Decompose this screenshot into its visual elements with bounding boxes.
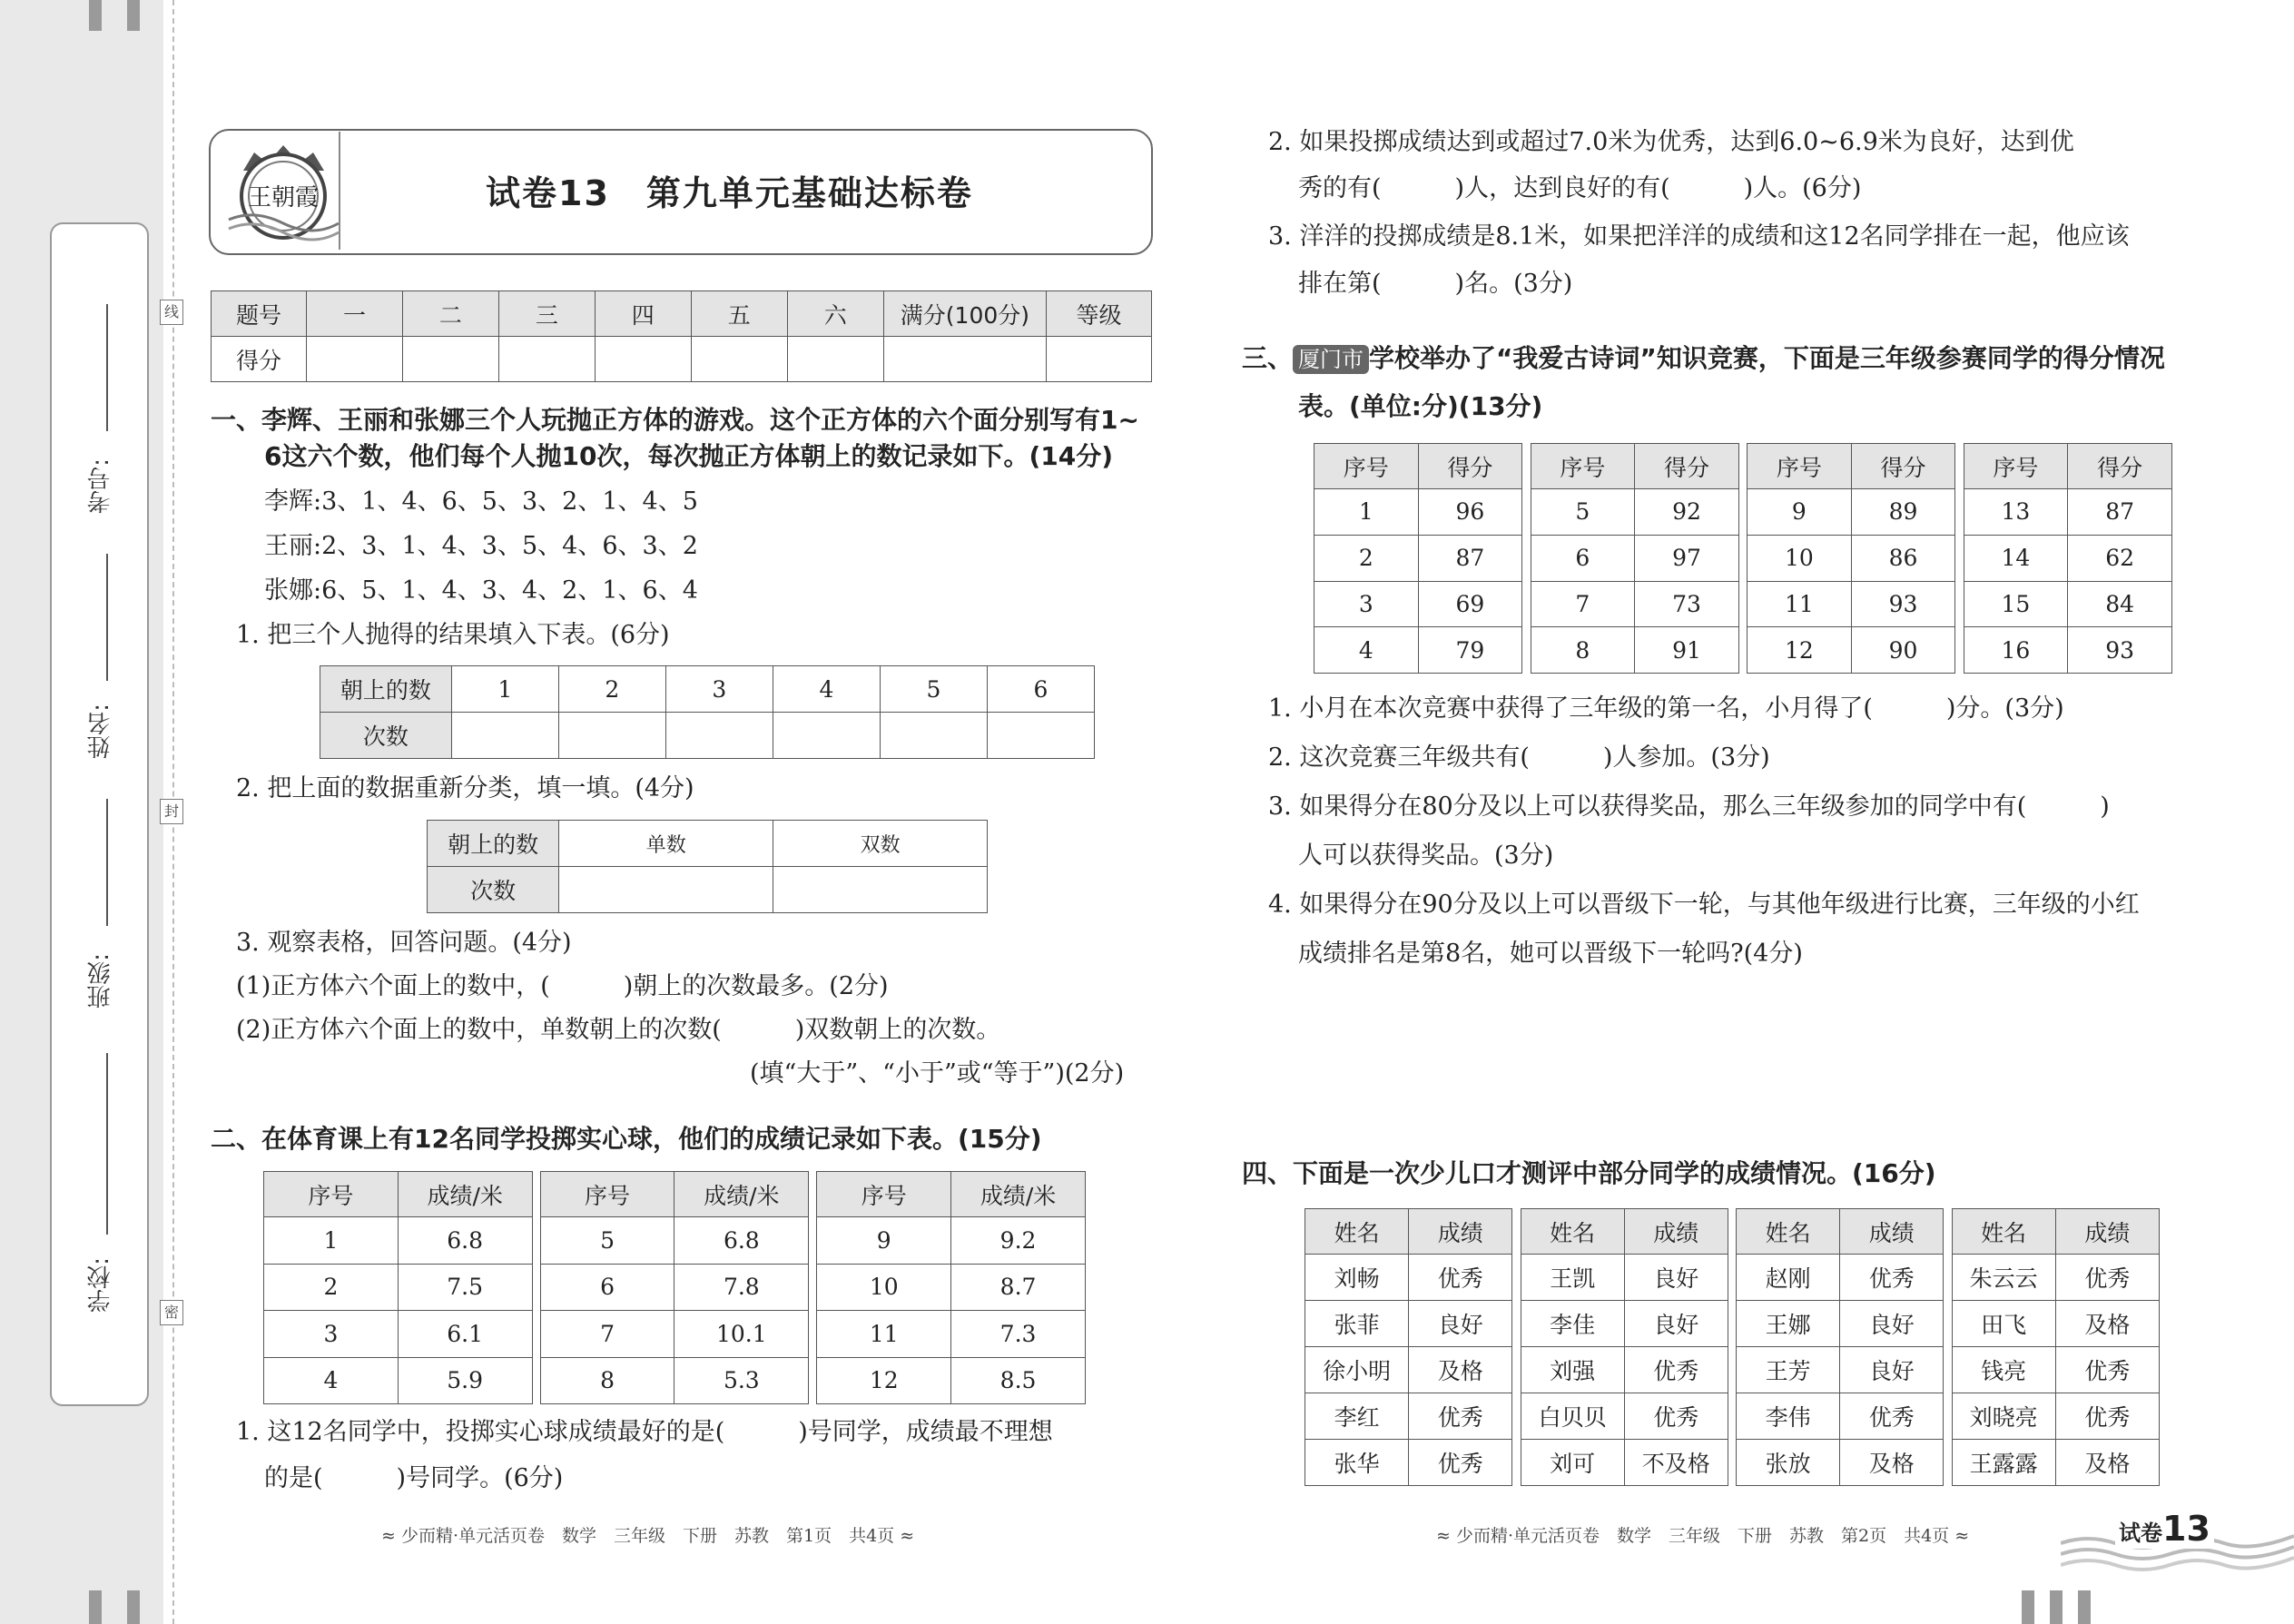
table-cell: 7.8 — [674, 1264, 809, 1311]
table-head: 6 — [987, 666, 1094, 713]
answer-cell[interactable] — [559, 867, 773, 913]
table-cell: 田飞 — [1952, 1301, 2055, 1347]
table-head: 单数 — [559, 821, 773, 867]
table-cell: 9 — [817, 1217, 951, 1265]
answer-cell[interactable] — [773, 867, 988, 913]
q3-heading-cont: 表。(单位:分)(13分) — [1298, 391, 1543, 421]
registration-mark — [2050, 1590, 2063, 1624]
table-cell: 96 — [1418, 489, 1522, 536]
table-cell: 11 — [817, 1311, 951, 1358]
col-head: 得分 — [1418, 444, 1522, 489]
table-cell: 1 — [1314, 489, 1419, 536]
q1-sub2: 2. 把上面的数据重新分类，填一填。(4分) — [236, 774, 694, 802]
q1-sub1: 1. 把三个人抛得的结果填入下表。(6分) — [236, 621, 670, 649]
table-cell: 4 — [264, 1357, 399, 1404]
table-cell: 良好 — [1840, 1347, 1944, 1393]
table-cell: 钱亮 — [1952, 1347, 2055, 1393]
col-head: 序号 — [1531, 444, 1635, 489]
q3-table — [1314, 443, 2172, 674]
answer-cell[interactable] — [665, 713, 773, 759]
q2-sub2-cont: 秀的有( )人，达到良好的有( )人。(6分) — [1298, 174, 1862, 202]
table-cell: 3 — [1314, 581, 1419, 627]
q3-sub1: 1. 小月在本次竞赛中获得了三年级的第一名，小月得了( )分。(3分) — [1268, 694, 2064, 723]
col-head: 序号 — [1314, 444, 1419, 489]
table-cell: 5.3 — [674, 1357, 809, 1404]
table-cell: 8 — [1531, 627, 1635, 674]
group-gap — [1522, 535, 1531, 581]
table-cell: 7.5 — [398, 1264, 532, 1311]
registration-mark — [127, 1590, 140, 1624]
table-cell: 97 — [1635, 535, 1739, 581]
q2-sub3-cont: 排在第( )名。(3分) — [1298, 270, 1573, 298]
table-cell: 优秀 — [2055, 1347, 2159, 1393]
q3-heading — [1242, 341, 2165, 376]
name-label: 姓名: — [87, 704, 114, 759]
table-cell: 87 — [1418, 535, 1522, 581]
group-gap — [1955, 627, 1964, 674]
group-gap — [1728, 1347, 1736, 1393]
table-cell: 优秀 — [1624, 1393, 1728, 1440]
group-gap — [1955, 489, 1964, 536]
table-cell: 7 — [1531, 581, 1635, 627]
group-gap — [1522, 444, 1531, 489]
q1-record: 王丽:2、3、1、4、3、5、4、6、3、2 — [264, 532, 698, 560]
col-head: 得分 — [1851, 444, 1955, 489]
table-cell: 89 — [1851, 489, 1955, 536]
table-cell: 及格 — [2055, 1440, 2159, 1486]
table-cell: 6 — [1531, 535, 1635, 581]
table-head: 3 — [665, 666, 773, 713]
group-gap — [1728, 1440, 1736, 1486]
table-cell: 李红 — [1305, 1393, 1409, 1440]
col-head: 成绩 — [1840, 1209, 1944, 1255]
group-gap — [532, 1311, 540, 1358]
score-cell[interactable] — [595, 337, 691, 382]
group-gap — [1738, 444, 1747, 489]
group-gap — [809, 1357, 817, 1404]
table-cell: 张华 — [1305, 1440, 1409, 1486]
answer-cell[interactable] — [451, 713, 558, 759]
q4-table — [1305, 1208, 2160, 1486]
table-cell: 王凯 — [1521, 1255, 1624, 1301]
blank-line — [106, 1053, 108, 1235]
col-head: 姓名 — [1305, 1209, 1409, 1255]
col-head: 序号 — [540, 1172, 674, 1217]
q1-sub3-1: (1)正方体六个面上的数中，( )朝上的次数最多。(2分) — [236, 972, 889, 1000]
table-cell: 优秀 — [1409, 1393, 1512, 1440]
table-cell: 14 — [1964, 535, 2068, 581]
group-gap — [1512, 1440, 1521, 1486]
table-cell: 及格 — [1840, 1440, 1944, 1486]
q1-record: 张娜:6、5、1、4、3、4、2、1、6、4 — [264, 576, 698, 605]
table-cell: 6.8 — [674, 1217, 809, 1265]
table-cell: 5 — [1531, 489, 1635, 536]
score-table-head: 四 — [595, 291, 691, 337]
table-cell: 11 — [1748, 581, 1852, 627]
table-cell: 3 — [264, 1311, 399, 1358]
table-cell: 8 — [540, 1357, 674, 1404]
table-cell: 2 — [1314, 535, 1419, 581]
answer-cell[interactable] — [773, 713, 880, 759]
region-tag: 厦门市 — [1293, 345, 1369, 374]
score-table-head: 六 — [787, 291, 883, 337]
score-table-head: 满分(100分) — [883, 291, 1046, 337]
q1-sub3: 3. 观察表格，回答问题。(4分) — [236, 929, 572, 957]
table-cell: 2 — [264, 1264, 399, 1311]
col-head: 成绩/米 — [951, 1172, 1086, 1217]
table-cell: 赵刚 — [1737, 1255, 1840, 1301]
group-gap — [1512, 1393, 1521, 1440]
table-cell: 12 — [1748, 627, 1852, 674]
group-gap — [809, 1311, 817, 1358]
table-cell: 徐小明 — [1305, 1347, 1409, 1393]
group-gap — [1738, 489, 1747, 536]
group-gap — [1512, 1209, 1521, 1255]
table-head: 双数 — [773, 821, 988, 867]
table-cell: 6 — [540, 1264, 674, 1311]
table-cell: 优秀 — [1624, 1347, 1728, 1393]
group-gap — [1944, 1255, 1952, 1301]
table-cell: 6.8 — [398, 1217, 532, 1265]
table-cell: 张菲 — [1305, 1301, 1409, 1347]
table-cell: 刘可 — [1521, 1440, 1624, 1486]
table-cell: 优秀 — [2055, 1393, 2159, 1440]
table-cell: 不及格 — [1624, 1440, 1728, 1486]
q1-heading: 一、李辉、王丽和张娜三个人玩抛正方体的游戏。这个正方体的六个面分别写有1~ — [211, 405, 1139, 435]
publisher-logo — [227, 136, 340, 245]
table-cell: 73 — [1635, 581, 1739, 627]
table-cell: 79 — [1418, 627, 1522, 674]
group-gap — [532, 1172, 540, 1217]
q3-sub3-cont: 人可以获得奖品。(3分) — [1298, 842, 1554, 870]
score-table — [211, 290, 1152, 382]
table-head: 5 — [880, 666, 987, 713]
class-label: 班级: — [87, 953, 114, 1009]
table-head: 朝上的数 — [428, 821, 559, 867]
group-gap — [1955, 444, 1964, 489]
score-table-head: 题号 — [212, 291, 307, 337]
group-gap — [1738, 627, 1747, 674]
table-cell: 1 — [264, 1217, 399, 1265]
score-cell[interactable] — [787, 337, 883, 382]
q3-heading-text: 学校举办了“我爱古诗词”知识竞赛，下面是三年级参赛同学的得分情况 — [1369, 343, 2165, 373]
table-cell: 10 — [817, 1264, 951, 1311]
table-cell: 10 — [1748, 535, 1852, 581]
table-cell: 91 — [1635, 627, 1739, 674]
table-cell: 优秀 — [1409, 1255, 1512, 1301]
table-cell: 刘晓亮 — [1952, 1393, 2055, 1440]
q2-sub3: 3. 洋洋的投掷成绩是8.1米，如果把洋洋的成绩和这12名同学排在一起，他应该 — [1268, 222, 2130, 251]
group-gap — [1728, 1301, 1736, 1347]
group-gap — [1738, 535, 1747, 581]
group-gap — [809, 1172, 817, 1217]
group-gap — [1522, 581, 1531, 627]
table-cell: 90 — [1851, 627, 1955, 674]
col-head: 成绩/米 — [674, 1172, 809, 1217]
footer-right: ≈ 少而精·单元活页卷 数学 三年级 下册 苏教 第2页 共4页 ≈ — [1436, 1526, 1970, 1546]
table-cell: 8.5 — [951, 1357, 1086, 1404]
table-cell: 84 — [2068, 581, 2172, 627]
q2-table — [263, 1171, 1086, 1404]
table-cell: 及格 — [2055, 1301, 2159, 1347]
q1-sub3-2-note: (填“大于”、“小于”或“等于”)(2分) — [750, 1059, 1125, 1088]
table-cell: 朱云云 — [1952, 1255, 2055, 1301]
table-cell: 13 — [1964, 489, 2068, 536]
answer-cell[interactable] — [558, 713, 665, 759]
q4-heading: 四、下面是一次少儿口才测评中部分同学的成绩情况。(16分) — [1242, 1158, 1936, 1188]
registration-mark — [2078, 1590, 2091, 1624]
score-table-head: 一 — [306, 291, 402, 337]
table-head: 1 — [451, 666, 558, 713]
seal-mark: 封 — [160, 799, 183, 824]
q1-table1 — [320, 665, 1095, 759]
seal-mark: 密 — [160, 1300, 183, 1325]
col-head: 得分 — [2068, 444, 2172, 489]
table-cell: 李伟 — [1737, 1393, 1840, 1440]
score-cell[interactable] — [1047, 337, 1152, 382]
table-cell: 12 — [817, 1357, 951, 1404]
table-cell: 10.1 — [674, 1311, 809, 1358]
table-cell: 张放 — [1737, 1440, 1840, 1486]
blank-line — [106, 554, 108, 681]
table-cell: 7 — [540, 1311, 674, 1358]
table-cell: 92 — [1635, 489, 1739, 536]
table-cell: 5.9 — [398, 1357, 532, 1404]
group-gap — [532, 1217, 540, 1265]
group-gap — [1955, 535, 1964, 581]
group-gap — [532, 1357, 540, 1404]
q2-sub1-cont: 的是( )号同学。(6分) — [264, 1464, 564, 1492]
q3-sub3: 3. 如果得分在80分及以上可以获得奖品，那么三年级参加的同学中有( ) — [1268, 792, 2110, 821]
col-head: 序号 — [1964, 444, 2068, 489]
col-head: 序号 — [817, 1172, 951, 1217]
table-cell: 69 — [1418, 581, 1522, 627]
col-head: 姓名 — [1737, 1209, 1840, 1255]
table-cell: 8.7 — [951, 1264, 1086, 1311]
group-gap — [1522, 627, 1531, 674]
score-cell[interactable] — [883, 337, 1046, 382]
col-head: 序号 — [1748, 444, 1852, 489]
registration-mark — [2022, 1590, 2034, 1624]
exam-number-label: 考号: — [87, 458, 114, 514]
table-cell: 86 — [1851, 535, 1955, 581]
logo-text: 王朝霞 — [247, 184, 320, 212]
group-gap — [1728, 1393, 1736, 1440]
col-head: 序号 — [264, 1172, 399, 1217]
registration-mark — [127, 0, 140, 31]
group-gap — [1738, 581, 1747, 627]
table-cell: 5 — [540, 1217, 674, 1265]
group-gap — [1955, 581, 1964, 627]
q1-heading-cont: 6这六个数，他们每个人抛10次，每次抛正方体朝上的数记录如下。(14分) — [264, 441, 1114, 471]
table-head: 2 — [558, 666, 665, 713]
group-gap — [1944, 1347, 1952, 1393]
table-cell: 李佳 — [1521, 1301, 1624, 1347]
table-cell: 4 — [1314, 627, 1419, 674]
group-gap — [1522, 489, 1531, 536]
score-table-head: 二 — [402, 291, 498, 337]
score-cell[interactable] — [402, 337, 498, 382]
col-head: 姓名 — [1952, 1209, 2055, 1255]
table-cell: 良好 — [1840, 1301, 1944, 1347]
group-gap — [1728, 1209, 1736, 1255]
footer-right-text: 少而精·单元活页卷 数学 三年级 下册 苏教 第2页 共4页 — [1455, 1526, 1950, 1546]
group-gap — [1512, 1255, 1521, 1301]
q3-prefix: 三、 — [1242, 343, 1294, 373]
seal-mark: 线 — [160, 300, 183, 325]
group-gap — [809, 1217, 817, 1265]
table-cell: 7.3 — [951, 1311, 1086, 1358]
blank-line — [106, 304, 108, 431]
table-cell: 62 — [2068, 535, 2172, 581]
table-cell: 良好 — [1624, 1301, 1728, 1347]
q1-table2 — [427, 820, 988, 913]
footer-left-text: 少而精·单元活页卷 数学 三年级 下册 苏教 第1页 共4页 — [400, 1526, 895, 1546]
group-gap — [1944, 1301, 1952, 1347]
table-cell: 优秀 — [1840, 1393, 1944, 1440]
table-cell: 15 — [1964, 581, 2068, 627]
table-cell: 9.2 — [951, 1217, 1086, 1265]
q3-sub4: 4. 如果得分在90分及以上可以晋级下一轮，与其他年级进行比赛，三年级的小红 — [1268, 891, 2140, 919]
badge-prefix: 试卷 — [2119, 1521, 2162, 1546]
score-table-head: 三 — [498, 291, 595, 337]
answer-cell[interactable] — [880, 713, 987, 759]
badge-number: 13 — [2162, 1509, 2210, 1549]
table-cell: 优秀 — [2055, 1255, 2159, 1301]
group-gap — [532, 1264, 540, 1311]
col-head: 成绩 — [1409, 1209, 1512, 1255]
col-head: 成绩/米 — [398, 1172, 532, 1217]
school-label: 学校: — [87, 1257, 114, 1313]
q2-heading: 二、在体育课上有12名同学投掷实心球，他们的成绩记录如下表。(15分) — [211, 1124, 1042, 1154]
score-cell[interactable] — [498, 337, 595, 382]
table-row-label: 次数 — [320, 713, 452, 759]
paper-badge — [2115, 1509, 2214, 1549]
group-gap — [809, 1264, 817, 1311]
group-gap — [1944, 1440, 1952, 1486]
q1-record: 李辉:3、1、4、6、5、3、2、1、4、5 — [264, 487, 698, 516]
group-gap — [1512, 1301, 1521, 1347]
col-head: 姓名 — [1521, 1209, 1624, 1255]
score-cell[interactable] — [691, 337, 787, 382]
page-title: 试卷13 第九单元基础达标卷 — [486, 173, 973, 213]
table-head: 4 — [773, 666, 880, 713]
table-cell: 良好 — [1624, 1255, 1728, 1301]
student-info-box — [50, 222, 149, 1406]
table-cell: 优秀 — [1840, 1255, 1944, 1301]
answer-cell[interactable] — [987, 713, 1094, 759]
table-cell: 9 — [1748, 489, 1852, 536]
table-cell: 16 — [1964, 627, 2068, 674]
table-cell: 白贝贝 — [1521, 1393, 1624, 1440]
table-cell: 刘强 — [1521, 1347, 1624, 1393]
table-cell: 刘畅 — [1305, 1255, 1409, 1301]
footer-left: ≈ 少而精·单元活页卷 数学 三年级 下册 苏教 第1页 共4页 ≈ — [381, 1526, 915, 1546]
score-row-label: 得分 — [212, 337, 307, 382]
q1-sub3-2: (2)正方体六个面上的数中，单数朝上的次数( )双数朝上的次数。 — [236, 1016, 1001, 1044]
blank-line — [106, 799, 108, 926]
group-gap — [1728, 1255, 1736, 1301]
table-cell: 93 — [1851, 581, 1955, 627]
q2-sub2: 2. 如果投掷成绩达到或超过7.0米为优秀，达到6.0~6.9米为良好，达到优 — [1268, 128, 2074, 156]
q2-sub1: 1. 这12名同学中，投掷实心球成绩最好的是( )号同学，成绩最不理想 — [236, 1418, 1053, 1446]
table-cell: 及格 — [1409, 1347, 1512, 1393]
group-gap — [1512, 1347, 1521, 1393]
col-head: 得分 — [1635, 444, 1739, 489]
registration-mark — [89, 1590, 102, 1624]
table-cell: 王娜 — [1737, 1301, 1840, 1347]
table-cell: 93 — [2068, 627, 2172, 674]
q3-sub4-cont: 成绩排名是第8名，她可以晋级下一轮吗?(4分) — [1298, 940, 1803, 968]
table-cell: 王芳 — [1737, 1347, 1840, 1393]
score-table-head: 五 — [691, 291, 787, 337]
group-gap — [1944, 1393, 1952, 1440]
group-gap — [1944, 1209, 1952, 1255]
table-cell: 87 — [2068, 489, 2172, 536]
registration-mark — [89, 0, 102, 31]
score-cell[interactable] — [306, 337, 402, 382]
q3-sub2: 2. 这次竞赛三年级共有( )人参加。(3分) — [1268, 743, 1770, 772]
col-head: 成绩 — [2055, 1209, 2159, 1255]
table-head: 朝上的数 — [320, 666, 452, 713]
table-cell: 优秀 — [1409, 1440, 1512, 1486]
table-row-label: 次数 — [428, 867, 559, 913]
table-cell: 6.1 — [398, 1311, 532, 1358]
table-cell: 王露露 — [1952, 1440, 2055, 1486]
col-head: 成绩 — [1624, 1209, 1728, 1255]
table-cell: 良好 — [1409, 1301, 1512, 1347]
title-divider — [339, 132, 340, 250]
score-table-head: 等级 — [1047, 291, 1152, 337]
